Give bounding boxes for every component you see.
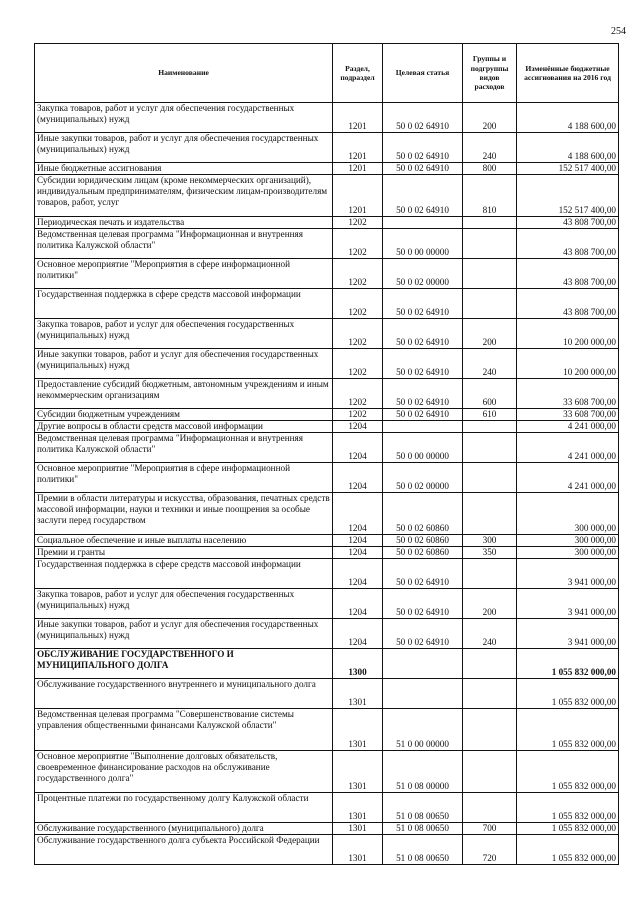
row-group: 200	[463, 589, 517, 619]
row-amount: 1 055 832 000,00	[517, 649, 619, 679]
row-group	[463, 463, 517, 493]
row-name: Иные закупки товаров, работ и услуг для обеспечения государственных (муниципальных) нужд	[35, 349, 333, 379]
row-target: 50 0 02 64910	[383, 175, 463, 217]
row-group: 700	[463, 823, 517, 835]
row-section: 1202	[333, 349, 383, 379]
row-target: 50 0 02 64910	[383, 289, 463, 319]
row-section: 1204	[333, 433, 383, 463]
row-group: 810	[463, 175, 517, 217]
row-amount: 3 941 000,00	[517, 559, 619, 589]
table-row	[35, 823, 619, 835]
row-amount: 43 808 700,00	[517, 229, 619, 259]
row-target	[383, 217, 463, 229]
row-group: 610	[463, 409, 517, 421]
row-group	[463, 649, 517, 679]
row-amount: 152 517 400,00	[517, 163, 619, 175]
row-group	[463, 217, 517, 229]
row-section: 1202	[333, 259, 383, 289]
row-group: 240	[463, 133, 517, 163]
row-group: 200	[463, 103, 517, 133]
row-group	[463, 259, 517, 289]
row-section: 1301	[333, 751, 383, 793]
table-header-row	[35, 44, 619, 103]
row-name: Обслуживание государственного (муниципального) долга	[35, 823, 333, 835]
row-target: 50 0 02 64910	[383, 379, 463, 409]
row-target	[383, 679, 463, 709]
row-target: 50 0 02 00000	[383, 259, 463, 289]
row-target: 51 0 00 00000	[383, 709, 463, 751]
table-row	[35, 835, 619, 865]
row-group	[463, 679, 517, 709]
table-row	[35, 163, 619, 175]
header-amount: Изменённые бюджетные ассигнования на 2016 год	[517, 44, 619, 103]
row-section: 1201	[333, 163, 383, 175]
row-name: Закупка товаров, работ и услуг для обеспечения государственных (муниципальных) нужд	[35, 103, 333, 133]
table-row	[35, 433, 619, 463]
row-target: 50 0 00 00000	[383, 229, 463, 259]
header-section: Раздел, подраздел	[333, 44, 383, 103]
row-name: Государственная поддержка в сфере средств массовой информации	[35, 559, 333, 589]
row-section: 1202	[333, 217, 383, 229]
row-group: 300	[463, 535, 517, 547]
row-amount: 3 941 000,00	[517, 619, 619, 649]
table-row	[35, 463, 619, 493]
row-target	[383, 421, 463, 433]
row-group	[463, 751, 517, 793]
table-row	[35, 751, 619, 793]
row-section: 1202	[333, 379, 383, 409]
row-group: 800	[463, 163, 517, 175]
row-target: 50 0 02 64910	[383, 409, 463, 421]
row-section: 1204	[333, 547, 383, 559]
row-amount: 1 055 832 000,00	[517, 679, 619, 709]
row-amount: 10 200 000,00	[517, 349, 619, 379]
row-section: 1201	[333, 175, 383, 217]
row-name: Обслуживание государственного внутреннего и муниципального долга	[35, 679, 333, 709]
row-name: Ведомственная целевая программа "Информационная и внутренняя политика Калужской области"	[35, 433, 333, 463]
row-amount: 300 000,00	[517, 535, 619, 547]
row-group: 720	[463, 835, 517, 865]
table-row	[35, 259, 619, 289]
row-target: 51 0 08 00000	[383, 751, 463, 793]
row-group	[463, 229, 517, 259]
table-row	[35, 289, 619, 319]
row-name: Обслуживание государственного долга субъекта Российской Федерации	[35, 835, 333, 865]
row-name: Ведомственная целевая программа "Информационная и внутренняя политика Калужской области"	[35, 229, 333, 259]
row-amount: 33 608 700,00	[517, 409, 619, 421]
row-section: 1204	[333, 421, 383, 433]
table-row	[35, 589, 619, 619]
table-row	[35, 679, 619, 709]
row-section: 1204	[333, 463, 383, 493]
row-name: Основное мероприятие "Выполнение долговых обязательств, своевременное финансирование расходов на обслуживание государственного долга"	[35, 751, 333, 793]
table-row	[35, 133, 619, 163]
table-row	[35, 709, 619, 751]
row-name: Закупка товаров, работ и услуг для обеспечения государственных (муниципальных) нужд	[35, 589, 333, 619]
table-row	[35, 535, 619, 547]
row-amount: 1 055 832 000,00	[517, 793, 619, 823]
table-row	[35, 559, 619, 589]
row-group	[463, 493, 517, 535]
row-amount: 33 608 700,00	[517, 379, 619, 409]
row-section: 1301	[333, 823, 383, 835]
table-row	[35, 619, 619, 649]
row-amount: 1 055 832 000,00	[517, 709, 619, 751]
table-row	[35, 493, 619, 535]
row-section: 1301	[333, 793, 383, 823]
row-name: Субсидии бюджетным учреждениям	[35, 409, 333, 421]
row-name: Закупка товаров, работ и услуг для обеспечения государственных (муниципальных) нужд	[35, 319, 333, 349]
row-section: 1204	[333, 493, 383, 535]
row-group	[463, 289, 517, 319]
row-target: 50 0 02 64910	[383, 349, 463, 379]
row-section: 1301	[333, 709, 383, 751]
row-target: 50 0 02 64910	[383, 619, 463, 649]
row-name: Государственная поддержка в сфере средств массовой информации	[35, 289, 333, 319]
row-amount: 152 517 400,00	[517, 175, 619, 217]
budget-table	[34, 43, 619, 865]
row-section: 1201	[333, 133, 383, 163]
row-amount: 300 000,00	[517, 547, 619, 559]
row-amount: 1 055 832 000,00	[517, 835, 619, 865]
row-name: Субсидии юридическим лицам (кроме некоммерческих организаций), индивидуальным предпринимателям, физическим лицам-производителям товаров, работ, услуг	[35, 175, 333, 217]
row-name: Премии и гранты	[35, 547, 333, 559]
row-group	[463, 793, 517, 823]
table-row	[35, 217, 619, 229]
row-group	[463, 709, 517, 751]
row-amount: 4 188 600,00	[517, 103, 619, 133]
row-amount: 3 941 000,00	[517, 589, 619, 619]
row-name: Иные бюджетные ассигнования	[35, 163, 333, 175]
row-name: Процентные платежи по государственному долгу Калужской области	[35, 793, 333, 823]
row-target: 50 0 02 64910	[383, 103, 463, 133]
row-target	[383, 649, 463, 679]
row-target: 50 0 00 00000	[383, 433, 463, 463]
table-row	[35, 319, 619, 349]
row-section: 1300	[333, 649, 383, 679]
table-row	[35, 349, 619, 379]
table-row	[35, 229, 619, 259]
row-group: 600	[463, 379, 517, 409]
row-section: 1202	[333, 229, 383, 259]
row-amount: 1 055 832 000,00	[517, 751, 619, 793]
row-name: Социальное обеспечение и иные выплаты населению	[35, 535, 333, 547]
row-target: 50 0 02 00000	[383, 463, 463, 493]
header-target: Целевая статья	[383, 44, 463, 103]
row-section: 1201	[333, 103, 383, 133]
row-amount: 43 808 700,00	[517, 217, 619, 229]
page-number: 254	[611, 26, 626, 37]
row-group: 240	[463, 349, 517, 379]
table-row	[35, 175, 619, 217]
row-name: Предоставление субсидий бюджетным, автономным учреждениям и иным некоммерческим организациям	[35, 379, 333, 409]
row-group	[463, 421, 517, 433]
row-name: Премии в области литературы и искусства, образования, печатных средств массовой информации, науки и техники и иные поощрения за особые заслуги перед государством	[35, 493, 333, 535]
row-amount: 300 000,00	[517, 493, 619, 535]
row-target: 50 0 02 64910	[383, 163, 463, 175]
table-row	[35, 379, 619, 409]
row-name: Ведомственная целевая программа "Совершенствование системы управления общественными финансами Калужской области"	[35, 709, 333, 751]
row-group	[463, 433, 517, 463]
row-name: Основное мероприятие "Мероприятия в сфере информационной политики"	[35, 463, 333, 493]
row-group: 350	[463, 547, 517, 559]
row-name: Основное мероприятие "Мероприятия в сфере информационной политики"	[35, 259, 333, 289]
row-name: ОБСЛУЖИВАНИЕ ГОСУДАРСТВЕННОГО И МУНИЦИПАЛЬНОГО ДОЛГА	[35, 649, 333, 679]
row-group: 240	[463, 619, 517, 649]
row-name: Периодическая печать и издательства	[35, 217, 333, 229]
row-amount: 43 808 700,00	[517, 289, 619, 319]
table-row	[35, 103, 619, 133]
row-target: 50 0 02 64910	[383, 319, 463, 349]
row-target: 50 0 02 64910	[383, 559, 463, 589]
row-amount: 4 241 000,00	[517, 433, 619, 463]
row-section: 1204	[333, 619, 383, 649]
row-target: 50 0 02 60860	[383, 535, 463, 547]
row-section: 1204	[333, 589, 383, 619]
row-amount: 10 200 000,00	[517, 319, 619, 349]
table-row	[35, 421, 619, 433]
table-row	[35, 649, 619, 679]
row-group: 200	[463, 319, 517, 349]
header-group: Группы и подгруппы видов расходов	[463, 44, 517, 103]
row-amount: 4 188 600,00	[517, 133, 619, 163]
row-target: 51 0 08 00650	[383, 823, 463, 835]
row-name: Иные закупки товаров, работ и услуг для обеспечения государственных (муниципальных) нужд	[35, 619, 333, 649]
row-name: Иные закупки товаров, работ и услуг для обеспечения государственных (муниципальных) нужд	[35, 133, 333, 163]
row-target: 50 0 02 60860	[383, 493, 463, 535]
row-amount: 43 808 700,00	[517, 259, 619, 289]
row-section: 1202	[333, 319, 383, 349]
row-group	[463, 559, 517, 589]
row-amount: 4 241 000,00	[517, 421, 619, 433]
row-target: 50 0 02 60860	[383, 547, 463, 559]
row-target: 50 0 02 64910	[383, 133, 463, 163]
row-name: Другие вопросы в области средств массовой информации	[35, 421, 333, 433]
row-section: 1202	[333, 409, 383, 421]
header-name: Наименование	[35, 44, 333, 103]
row-section: 1204	[333, 535, 383, 547]
table-row	[35, 409, 619, 421]
row-target: 51 0 08 00650	[383, 793, 463, 823]
row-target: 51 0 08 00650	[383, 835, 463, 865]
row-section: 1204	[333, 559, 383, 589]
row-target: 50 0 02 64910	[383, 589, 463, 619]
table-row	[35, 793, 619, 823]
row-section: 1301	[333, 835, 383, 865]
row-amount: 4 241 000,00	[517, 463, 619, 493]
row-section: 1202	[333, 289, 383, 319]
row-section: 1301	[333, 679, 383, 709]
table-row	[35, 547, 619, 559]
row-amount: 1 055 832 000,00	[517, 823, 619, 835]
